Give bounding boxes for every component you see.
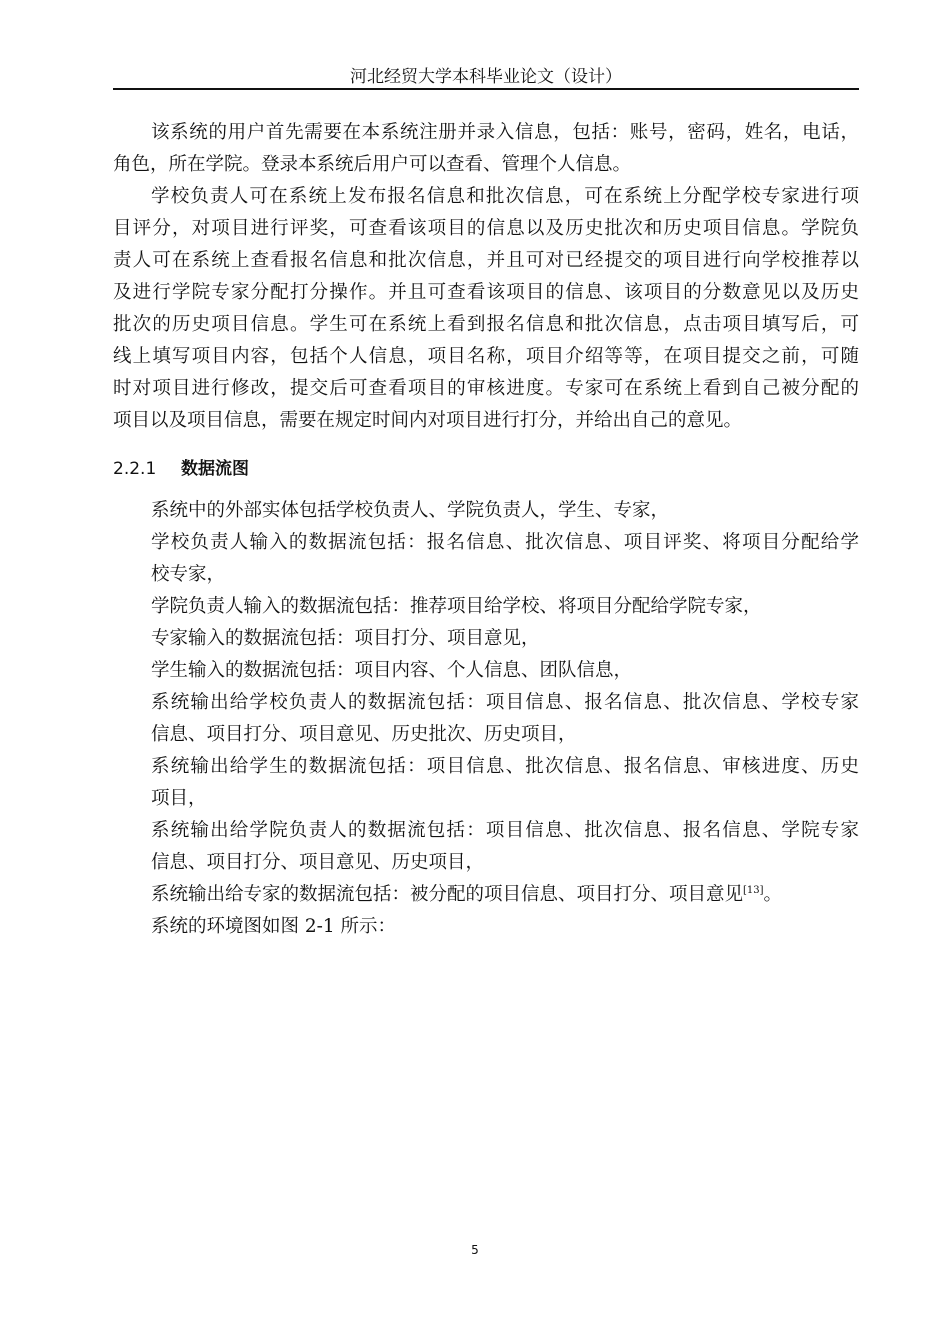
- running-header: 河北经贸大学本科毕业论文（设计）: [350, 67, 622, 87]
- list-line: 学院负责人输入的数据流包括：推荐项目给学校、将项目分配给学院专家，: [151, 596, 762, 617]
- list-line: 系统输出给学生的数据流包括：项目信息、批次信息、报名信息、审核进度、历史: [151, 756, 859, 777]
- section-number: 2.2.1: [113, 459, 157, 479]
- list-line: 信息、项目打分、项目意见、历史项目，: [151, 852, 485, 873]
- list-line: 学校负责人输入的数据流包括：报名信息、批次信息、项目评奖、将项目分配给学: [151, 532, 859, 553]
- list-line: 系统中的外部实体包括学校负责人、学院负责人，学生、专家，: [151, 500, 670, 521]
- list-line: [113, 879, 859, 911]
- header-rule: [113, 88, 859, 90]
- list-line: 系统输出给学校负责人的数据流包括：项目信息、报名信息、批次信息、学校专家: [151, 692, 859, 713]
- list-line: 系统的环境图如图 2-1 所示：: [151, 916, 397, 937]
- paragraph-line: 角色，所在学院。登录本系统后用户可以查看、管理个人信息。: [113, 154, 632, 175]
- section-title: 数据流图: [181, 459, 249, 479]
- citation-ref: [13]: [743, 884, 764, 896]
- paragraph-line: 线上填写项目内容，包括个人信息，项目名称，项目介绍等等，在项目提交之前，可随: [113, 346, 859, 367]
- list-line: 校专家，: [151, 564, 226, 585]
- section-heading: [113, 457, 249, 481]
- list-text: 系统输出给专家的数据流包括：被分配的项目信息、项目打分、项目意见: [151, 884, 744, 905]
- list-line: 项目，: [151, 788, 207, 809]
- list-line: 信息、项目打分、项目意见、历史批次、历史项目，: [151, 724, 577, 745]
- paragraph-line: 学校负责人可在系统上发布报名信息和批次信息，可在系统上分配学校专家进行项: [151, 186, 859, 207]
- paragraph-line: 批次的历史项目信息。学生可在系统上看到报名信息和批次信息，点击项目填写后，可: [113, 314, 859, 335]
- page-number: 5: [471, 1243, 479, 1257]
- paragraph-line: 目评分，对项目进行评奖，可查看该项目的信息以及历史批次和历史项目信息。学院负: [113, 218, 859, 239]
- paragraph-line: 时对项目进行修改，提交后可查看项目的审核进度。专家可在系统上看到自己被分配的: [113, 378, 859, 399]
- list-text-end: 。: [763, 884, 783, 905]
- paragraph-line: 项目以及项目信息，需要在规定时间内对项目进行打分，并给出自己的意见。: [113, 410, 743, 431]
- list-line: 专家输入的数据流包括：项目打分、项目意见，: [151, 628, 540, 649]
- paragraph-line: 及进行学院专家分配打分操作。并且可查看该项目的信息、该项目的分数意见以及历史: [113, 282, 859, 303]
- paragraph-line: 该系统的用户首先需要在本系统注册并录入信息，包括：账号，密码，姓名，电话，: [151, 122, 859, 143]
- list-line: 学生输入的数据流包括：项目内容、个人信息、团队信息，: [151, 660, 633, 681]
- paragraph-line: 责人可在系统上查看报名信息和批次信息，并且可对已经提交的项目进行向学校推荐以: [113, 250, 859, 271]
- list-line: 系统输出给学院负责人的数据流包括：项目信息、批次信息、报名信息、学院专家: [151, 820, 859, 841]
